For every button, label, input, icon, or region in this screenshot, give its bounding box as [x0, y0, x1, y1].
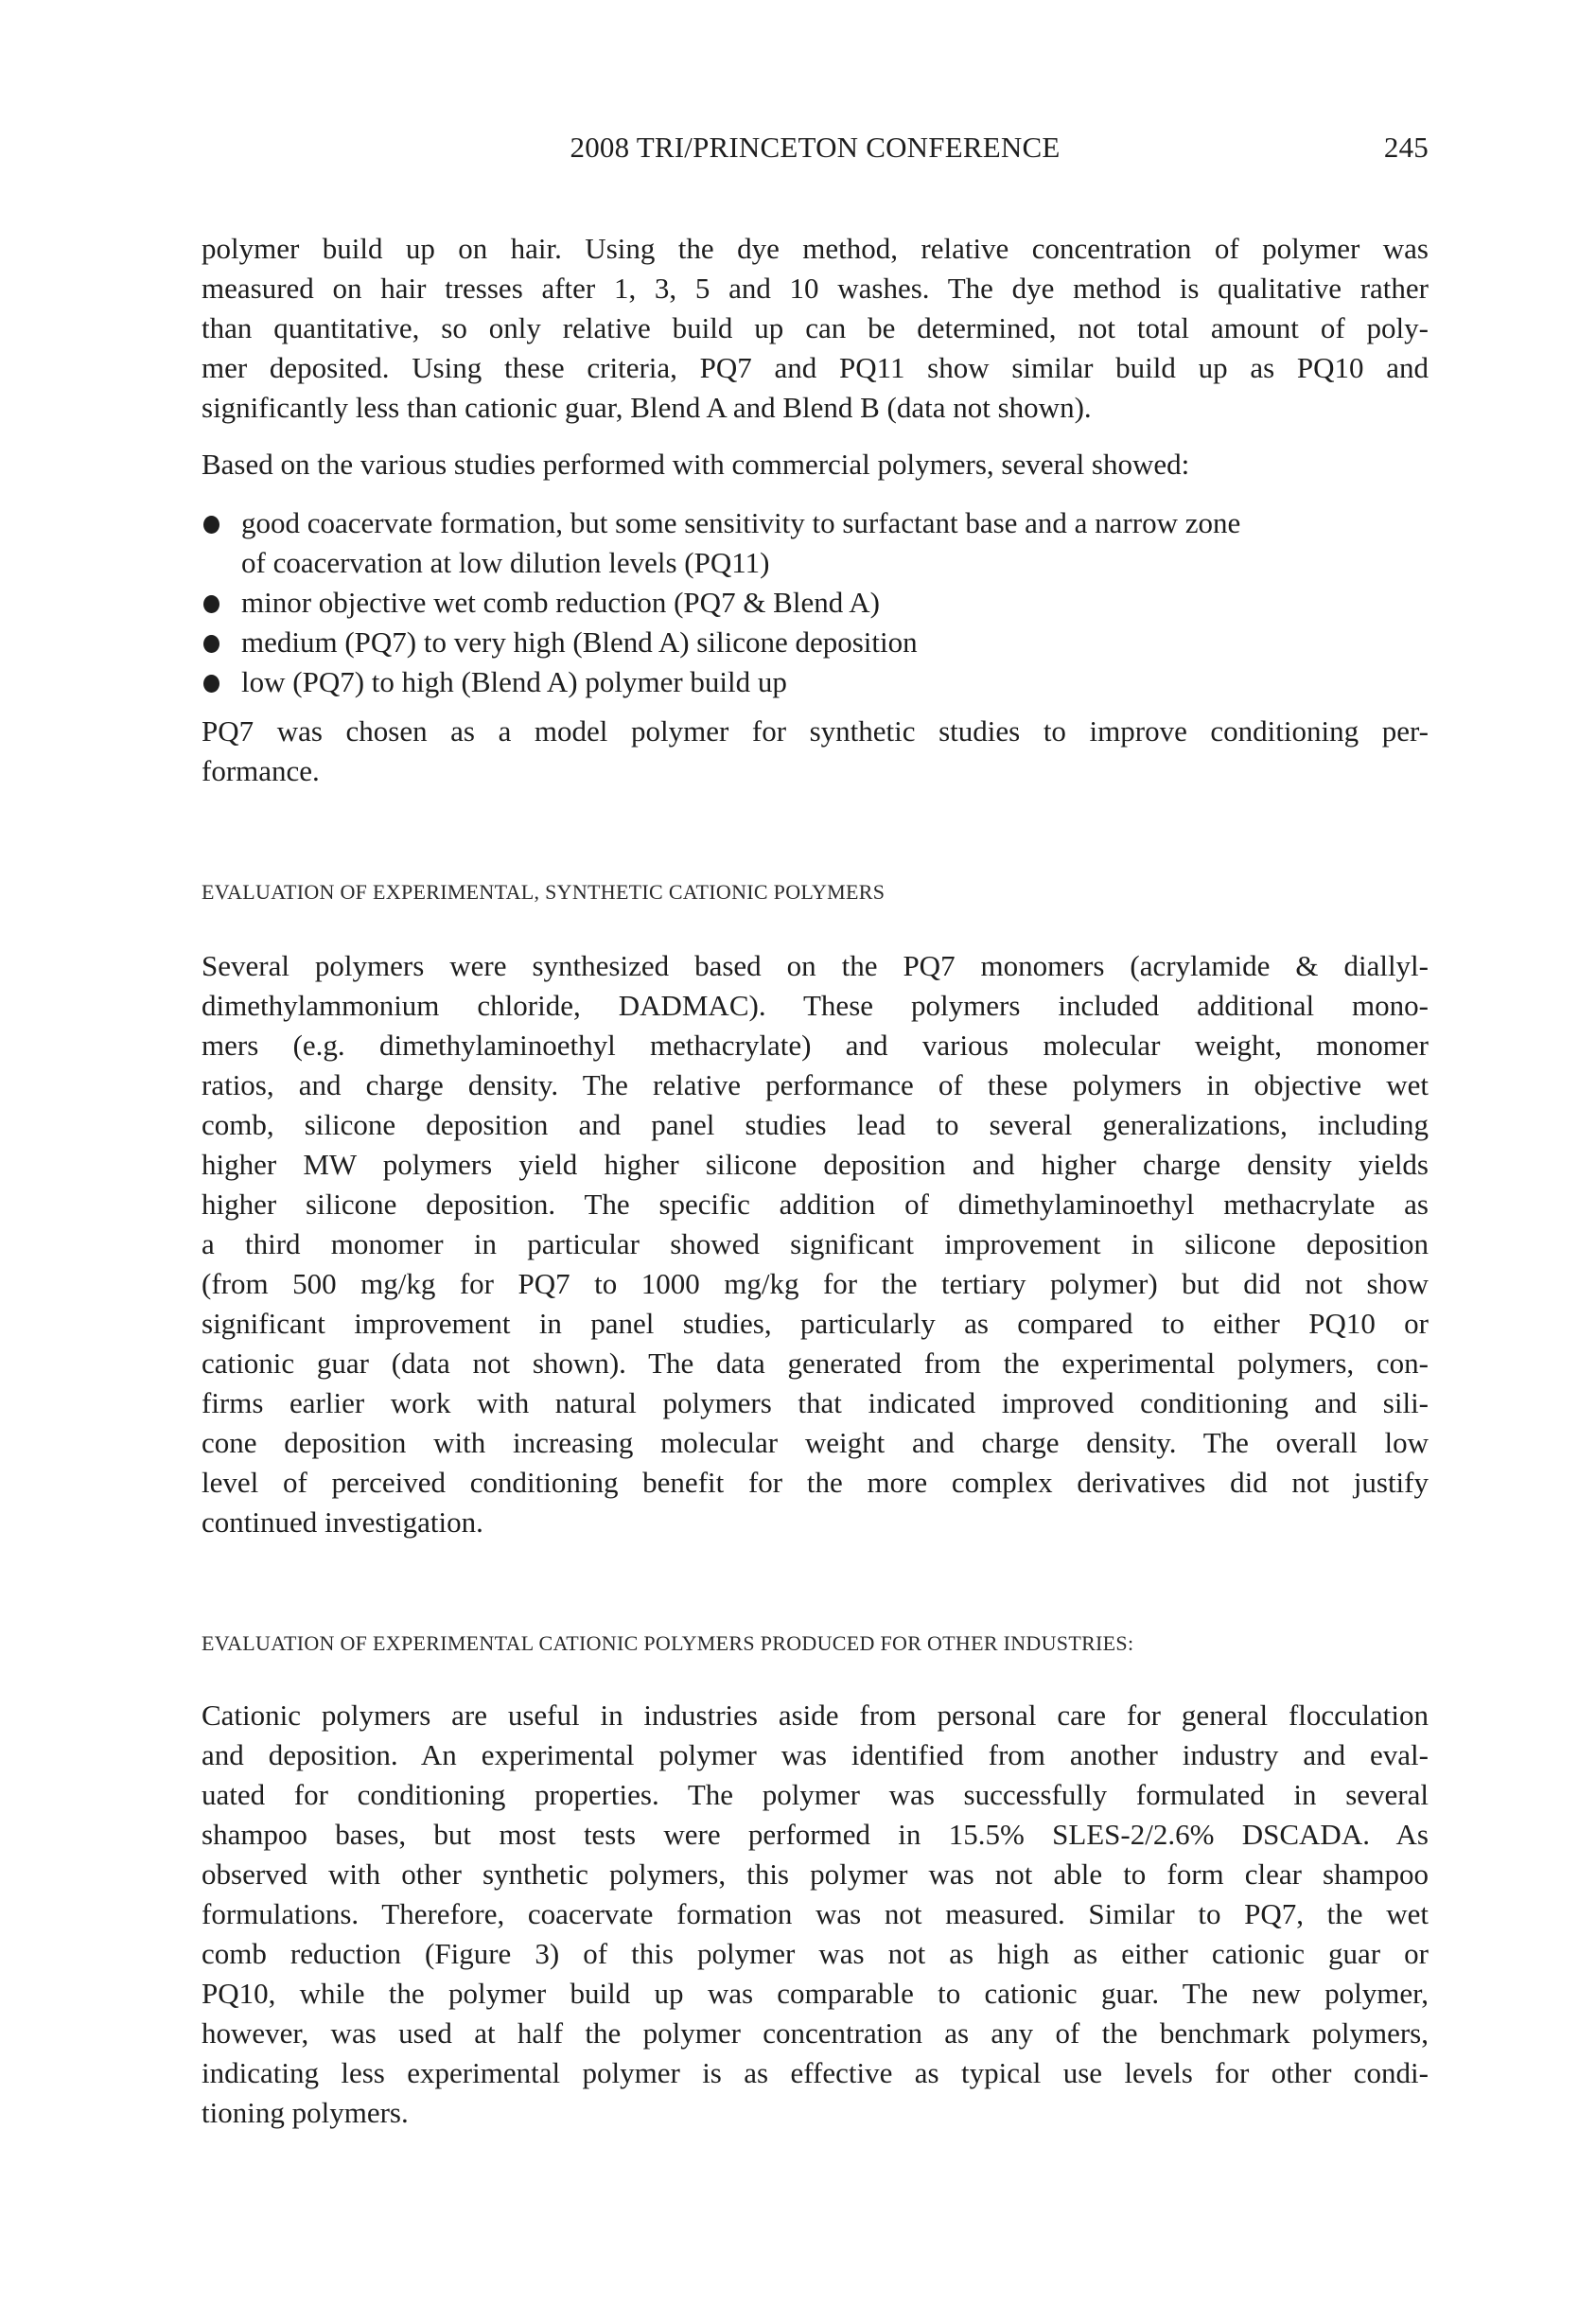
text-line: higher MW polymers yield higher silicone deposition and higher charge density yields [202, 1148, 1429, 1181]
section-2-paragraph [202, 1696, 1429, 2133]
text-line: significant improvement in panel studies, particularly as compared to either PQ10 or [202, 1307, 1429, 1340]
text-line: medium (PQ7) to very high (Blend A) silicone deposition [241, 625, 918, 659]
text-line: PQ10, while the polymer build up was comparable to cationic guar. The new polymer, [202, 1977, 1429, 2010]
section-heading-synthetic-polymers: EVALUATION OF EXPERIMENTAL, SYNTHETIC CATIONIC POLYMERS [202, 880, 886, 904]
intro-paragraph-3 [202, 712, 1429, 791]
text-line: continued investigation. [202, 1505, 483, 1539]
section-1-paragraph [202, 946, 1429, 1542]
bullet-icon [203, 635, 219, 653]
text-line: indicating less experimental polymer is as effective as typical use levels for other condi- [202, 2056, 1429, 2089]
section-heading-other-industries: EVALUATION OF EXPERIMENTAL CATIONIC POLYMERS PRODUCED FOR OTHER INDUSTRIES: [202, 1631, 1134, 1655]
text-line: polymer build up on hair. Using the dye method, relative concentration of polymer was [202, 232, 1429, 265]
text-line: cationic guar (data not shown). The data generated from the experimental polymers, con- [202, 1347, 1429, 1380]
text-line: comb, silicone deposition and panel studies lead to several generalizations, including [202, 1108, 1429, 1141]
text-line: mer deposited. Using these criteria, PQ7 and PQ11 show similar build up as PQ10 and [202, 351, 1429, 384]
text-line: than quantitative, so only relative build up can be determined, not total amount of poly- [202, 311, 1429, 344]
text-line: tioning polymers. [202, 2096, 409, 2129]
text-line: and deposition. An experimental polymer was identified from another industry and eval- [202, 1738, 1429, 1771]
bullet-icon [203, 595, 219, 613]
text-line: significantly less than cationic guar, Blend A and Blend B (data not shown). [202, 391, 1092, 424]
text-line: good coacervate formation, but some sensitivity to surfactant base and a narrow zone [241, 506, 1241, 539]
text-line: formance. [202, 754, 320, 787]
page-number: 245 [1383, 131, 1429, 164]
text-line: higher silicone deposition. The specific addition of dimethylaminoethyl methacrylate as [202, 1188, 1429, 1221]
text-line: observed with other synthetic polymers, this polymer was not able to form clear shampoo [202, 1857, 1429, 1891]
text-line: low (PQ7) to high (Blend A) polymer build up [241, 665, 787, 698]
text-line: measured on hair tresses after 1, 3, 5 and 10 washes. The dye method is qualitative rather [202, 272, 1429, 305]
list-item [202, 662, 1429, 702]
intro-paragraph-1 [202, 229, 1429, 428]
text-line: Several polymers were synthesized based on the PQ7 monomers (acrylamide & diallyl- [202, 949, 1429, 982]
text-line: (from 500 mg/kg for PQ7 to 1000 mg/kg for the tertiary polymer) but did not show [202, 1267, 1429, 1300]
running-header-title: 2008 TRI/PRINCETON CONFERENCE [570, 131, 1061, 164]
text-line: level of perceived conditioning benefit for the more complex derivatives did not justify [202, 1466, 1429, 1499]
text-line: of coacervation at low dilution levels (PQ11) [241, 546, 770, 579]
list-item [202, 623, 1429, 662]
text-line: Based on the various studies performed with commercial polymers, several showed: [202, 448, 1190, 481]
text-line: a third monomer in particular showed significant improvement in silicone deposition [202, 1227, 1429, 1260]
text-line: firms earlier work with natural polymers that indicated improved conditioning and sili- [202, 1386, 1429, 1419]
text-line: cone deposition with increasing molecular weight and charge density. The overall low [202, 1426, 1429, 1459]
text-line: dimethylammonium chloride, DADMAC). These polymers included additional mono- [202, 989, 1429, 1022]
text-line: PQ7 was chosen as a model polymer for synthetic studies to improve conditioning per- [202, 714, 1429, 748]
text-line: minor objective wet comb reduction (PQ7 & Blend A) [241, 586, 880, 619]
text-line: comb reduction (Figure 3) of this polymer was not as high as either cationic guar or [202, 1937, 1429, 1970]
list-item [202, 583, 1429, 623]
text-line: shampoo bases, but most tests were performed in 15.5% SLES-2/2.6% DSCADA. As [202, 1818, 1429, 1851]
findings-list [202, 503, 1429, 702]
bullet-icon [203, 675, 219, 693]
text-line: formulations. Therefore, coacervate formation was not measured. Similar to PQ7, the wet [202, 1897, 1429, 1930]
list-item [202, 503, 1429, 583]
bullet-icon [203, 516, 219, 534]
text-line: uated for conditioning properties. The polymer was successfully formulated in several [202, 1778, 1429, 1811]
intro-paragraph-2 [202, 445, 1429, 484]
text-line: ratios, and charge density. The relative performance of these polymers in objective wet [202, 1068, 1429, 1101]
text-line: mers (e.g. dimethylaminoethyl methacrylate) and various molecular weight, monomer [202, 1029, 1429, 1062]
text-line: Cationic polymers are useful in industries aside from personal care for general flocculation [202, 1699, 1429, 1732]
text-line: however, was used at half the polymer concentration as any of the benchmark polymers, [202, 2016, 1429, 2050]
running-header [202, 131, 1429, 168]
